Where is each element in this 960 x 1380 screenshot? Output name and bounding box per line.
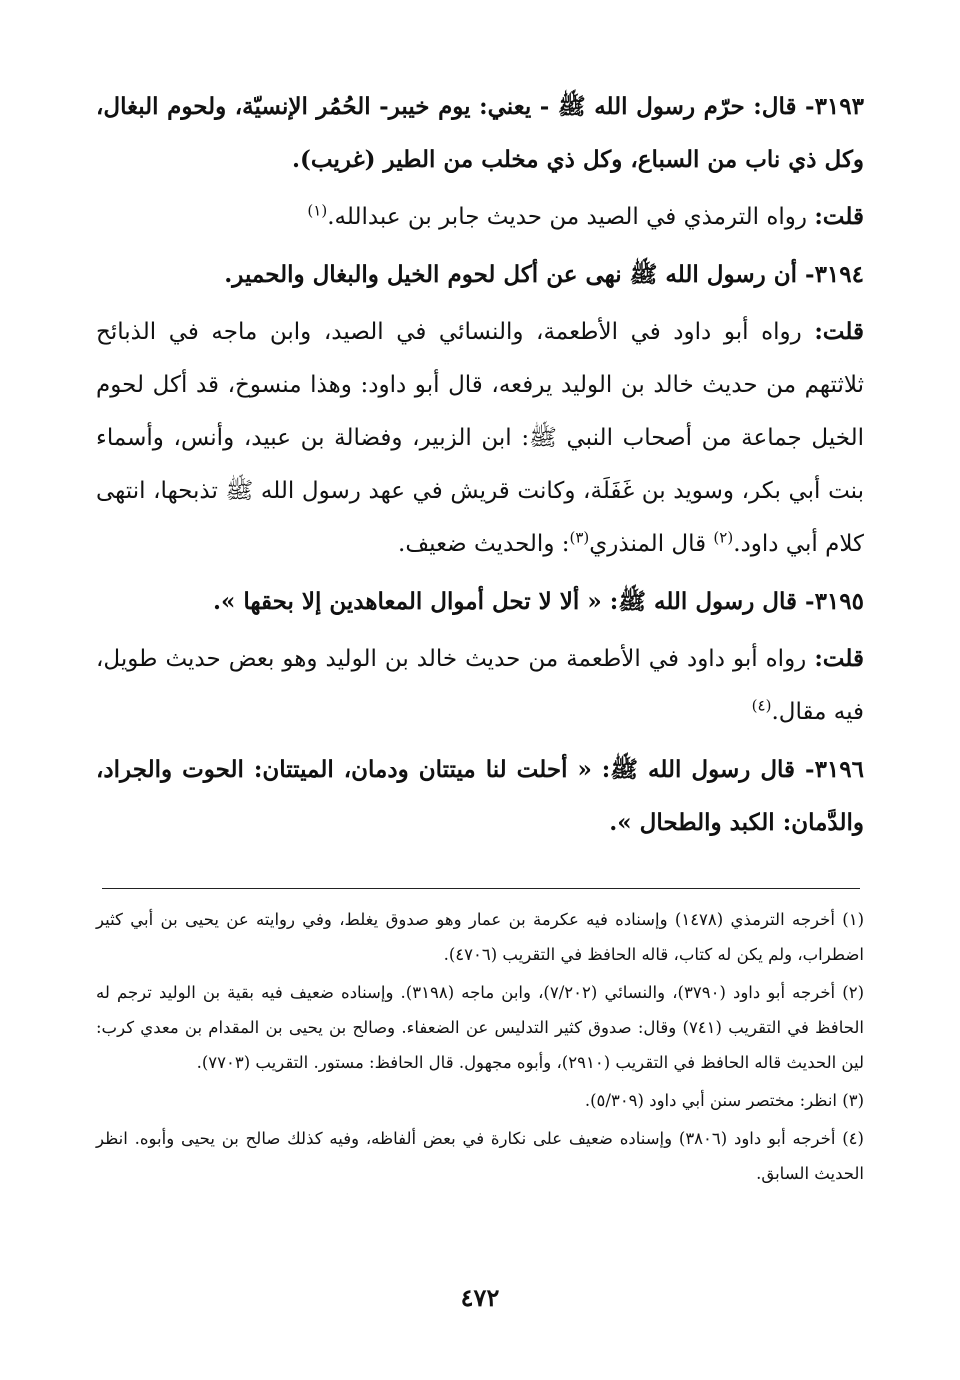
hadith-3194: ٣١٩٤- أن رسول الله ﷺ نهى عن أكل لحوم الخيل والبغال والحمير.	[224, 261, 864, 288]
commentary-3195	[96, 632, 864, 739]
commentary-text: : والحديث ضعيف.	[398, 531, 570, 557]
footnote-ref-4[interactable]: (٤)	[751, 696, 772, 715]
footnote-ref-2[interactable]: (٢)	[713, 528, 734, 547]
commentary-text: رواه الترمذي في الصيد من حديث جابر بن عبدالله.	[327, 204, 815, 230]
commentary-text: رواه أبو داود في الأطعمة من حديث خالد بن الوليد وهو بعض حديث طويل، فيه مقال.	[96, 646, 864, 725]
footnote-3: (٣) انظر: مختصر سنن أبي داود (٥/٣٠٩).	[584, 1091, 864, 1110]
commentary-3193	[96, 190, 864, 244]
hadith-3196: ٣١٩٦- قال رسول الله ﷺ: « أحلت لنا ميتتان ودمان، الميتتان: الحوت والجراد، والدَّمان: الكبد والطحال ».	[96, 756, 864, 836]
footnote-ref-3[interactable]: (٣)	[569, 528, 590, 547]
footnote-separator	[102, 888, 860, 889]
footnote-1: (١) أخرجه الترمذي (١٤٧٨) وإسناده فيه عكرمة بن عمار وهو صدوق يغلط، وفي روايته عن يحيى بن أبي كثير اضطراب، ولم يكن له كتاب، قاله الحافظ في التقريب (٤٧٠٦).	[96, 910, 865, 964]
footnote-4: (٤) أخرجه أبو داود (٣٨٠٦) وإسناده ضعيف على نكارة في بعض ألفاظه، وفيه كذلك صالح بن يحيى وأبوه. انظر الحديث السابق.	[96, 1129, 864, 1183]
qult-label: قلت:	[814, 645, 864, 672]
footnotes	[96, 902, 864, 1191]
main-text	[96, 80, 864, 849]
commentary-3194	[96, 305, 864, 571]
footnote-ref-1[interactable]: (١)	[307, 201, 328, 220]
commentary-text: رواه أبو داود في الأطعمة، والنسائي في الصيد، وابن ماجه في الذبائح ثلاثتهم من حديث خالد بن الوليد يرفعه، قال أبو داود: وهذا منسوخ، قد أكل لحوم الخيل جماعة من أصحاب النبي ﷺ: ابن الزبير، وفضالة بن عبيد، وأنس، وأسماء بنت أبي بكر، وسويد بن غَفَلَة، وكانت قريش في عهد رسول الله ﷺ تذبحها، انتهى كلام أبي داود.	[96, 319, 864, 557]
footnote-2: (٢) أخرجه أبو داود (٣٧٩٠)، والنسائي (٧/٢٠٢)، وابن ماجه (٣١٩٨). وإسناده ضعيف فيه بقية بن الوليد ترجم له الحافظ في التقريب (٧٤١) وقال: صدوق كثير التدليس عن الضعفاء. وصالح بن يحيى بن المقدام بن معدي كرب: لين الحديث قاله الحافظ في التقريب (٢٩١٠)، وأبوه مجهول. قال الحافظ: مستور. التقريب (٧٧٠٣).	[96, 983, 864, 1072]
commentary-text: قال المنذري	[589, 531, 714, 557]
hadith-3193: ٣١٩٣- قال: حرّم رسول الله ﷺ - يعني: يوم خيبر- الحُمُر الإنسيّة، ولحوم البغال، وكل ذي ناب من السباع، وكل ذي مخلب من الطير (غريب).	[96, 93, 864, 173]
qult-label: قلت:	[814, 203, 864, 230]
hadith-3195: ٣١٩٥- قال رسول الله ﷺ: « ألا لا تحل أموال المعاهدين إلا بحقها ».	[212, 588, 864, 615]
qult-label: قلت:	[814, 318, 864, 345]
page-number: ٤٧٢	[460, 1283, 500, 1312]
